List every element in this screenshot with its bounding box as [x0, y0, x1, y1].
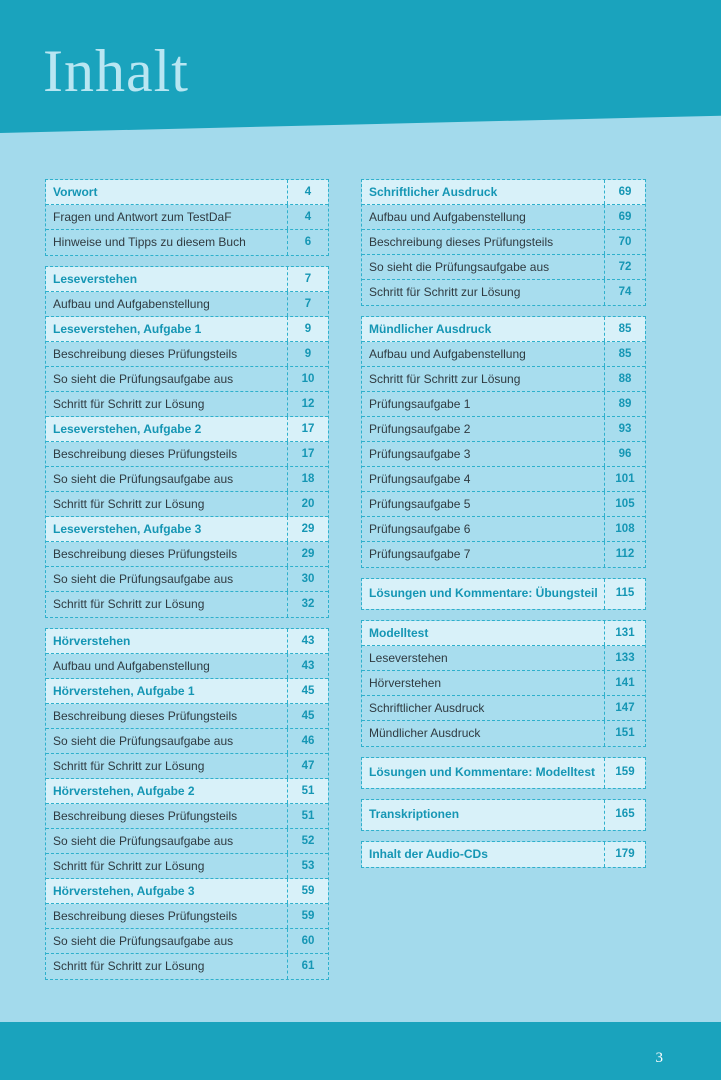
toc-heading-row[interactable]	[46, 317, 328, 342]
toc-page-number: 12	[287, 392, 328, 416]
toc-entry-row[interactable]	[362, 492, 645, 517]
toc-heading-label: Mündlicher Ausdruck	[369, 322, 492, 336]
toc-entry-row[interactable]	[46, 654, 328, 679]
toc-page-number: 4	[287, 205, 328, 229]
toc-page-number: 20	[287, 492, 328, 516]
toc-heading-label: Leseverstehen, Aufgabe 3	[53, 522, 202, 536]
toc-entry-row[interactable]	[362, 696, 645, 721]
toc-page-number: 18	[287, 467, 328, 491]
page-number: 3	[655, 1050, 663, 1066]
toc-page-number: 141	[604, 671, 645, 695]
toc-page-number: 115	[604, 579, 645, 609]
toc-heading-row[interactable]	[46, 779, 328, 804]
toc-page-number: 6	[287, 230, 328, 255]
toc-section	[45, 179, 329, 256]
toc-entry-row[interactable]	[46, 904, 328, 929]
toc-page-number: 29	[287, 542, 328, 566]
toc-entry-label: Beschreibung dieses Prüfungsteils	[53, 347, 238, 361]
toc-entry-label: So sieht die Prüfungsaufgabe aus	[53, 734, 234, 748]
toc-page-number: 32	[287, 592, 328, 617]
footer-band	[0, 1022, 721, 1080]
toc-entry-row[interactable]	[362, 542, 645, 567]
toc-entry-label: Aufbau und Aufgabenstellung	[53, 659, 210, 673]
toc-page-number: 52	[287, 829, 328, 853]
toc-page-number: 43	[287, 654, 328, 678]
toc-entry-row[interactable]	[362, 367, 645, 392]
toc-entry-label: Prüfungsaufgabe 6	[369, 522, 471, 536]
toc-entry-label: Schritt für Schritt zur Lösung	[53, 759, 205, 773]
toc-entry-row[interactable]	[46, 392, 328, 417]
toc-entry-label: Schritt für Schritt zur Lösung	[53, 497, 205, 511]
toc-entry-label: So sieht die Prüfungsaufgabe aus	[53, 372, 234, 386]
toc-heading-label: Hörverstehen, Aufgabe 3	[53, 884, 195, 898]
toc-entry-label: Hinweise und Tipps zu diesem Buch	[53, 235, 246, 249]
toc-page-number: 53	[287, 854, 328, 878]
toc-page-number: 159	[604, 758, 645, 788]
toc-heading-label: Hörverstehen, Aufgabe 1	[53, 684, 195, 698]
toc-entry-row[interactable]	[46, 230, 328, 255]
toc-entry-label: Aufbau und Aufgabenstellung	[53, 297, 210, 311]
toc-entry-row[interactable]	[46, 567, 328, 592]
toc-page-number: 69	[604, 205, 645, 229]
toc-heading-row[interactable]	[362, 621, 645, 646]
toc-page-number: 7	[287, 267, 328, 291]
toc-page-number: 89	[604, 392, 645, 416]
toc-entry-row[interactable]	[46, 754, 328, 779]
toc-column-right	[361, 179, 646, 878]
toc-section	[361, 757, 646, 789]
toc-heading-row[interactable]	[362, 800, 645, 830]
toc-entry-label: Hörverstehen	[369, 676, 442, 690]
toc-heading-label: Inhalt der Audio-CDs	[369, 847, 488, 861]
toc-heading-row[interactable]	[362, 579, 645, 609]
toc-entry-label: So sieht die Prüfungsaufgabe aus	[369, 260, 550, 274]
toc-section	[361, 620, 646, 747]
toc-heading-row[interactable]	[46, 517, 328, 542]
toc-entry-row[interactable]	[362, 205, 645, 230]
toc-page-number: 17	[287, 417, 328, 441]
toc-entry-row[interactable]	[46, 542, 328, 567]
toc-entry-label: Beschreibung dieses Prüfungsteils	[53, 809, 238, 823]
toc-entry-label: Leseverstehen	[369, 651, 448, 665]
toc-page-number: 88	[604, 367, 645, 391]
toc-heading-label: Schriftlicher Ausdruck	[369, 185, 498, 199]
toc-page-number: 101	[604, 467, 645, 491]
toc-heading-label: Modelltest	[369, 626, 429, 640]
toc-entry-row[interactable]	[46, 954, 328, 979]
toc-entry-label: Aufbau und Aufgabenstellung	[369, 210, 526, 224]
toc-entry-row[interactable]	[362, 671, 645, 696]
toc-heading-row[interactable]	[46, 180, 328, 205]
toc-entry-row[interactable]	[362, 646, 645, 671]
toc-page-number: 72	[604, 255, 645, 279]
toc-entry-label: Prüfungsaufgabe 7	[369, 547, 471, 561]
toc-page-number: 4	[287, 180, 328, 204]
toc-heading-label: Transkriptionen	[369, 807, 460, 821]
toc-entry-label: Prüfungsaufgabe 4	[369, 472, 471, 486]
toc-heading-label: Vorwort	[53, 185, 98, 199]
toc-section	[361, 841, 646, 868]
toc-section	[361, 316, 646, 568]
toc-entry-label: Aufbau und Aufgabenstellung	[369, 347, 526, 361]
toc-entry-label: Schritt für Schritt zur Lösung	[53, 959, 205, 973]
toc-entry-label: Prüfungsaufgabe 2	[369, 422, 471, 436]
toc-entry-label: So sieht die Prüfungsaufgabe aus	[53, 572, 234, 586]
toc-entry-row[interactable]	[46, 367, 328, 392]
toc-page-number: 60	[287, 929, 328, 953]
toc-entry-row[interactable]	[362, 417, 645, 442]
toc-entry-label: Beschreibung dieses Prüfungsteils	[53, 547, 238, 561]
toc-entry-row[interactable]	[362, 255, 645, 280]
toc-page-number: 108	[604, 517, 645, 541]
toc-page-number: 51	[287, 779, 328, 803]
toc-heading-row[interactable]	[362, 180, 645, 205]
toc-entry-row[interactable]	[46, 854, 328, 879]
toc-heading-row[interactable]	[46, 417, 328, 442]
toc-page-number: 112	[604, 542, 645, 567]
toc-page-number: 45	[287, 704, 328, 728]
toc-page-number: 69	[604, 180, 645, 204]
toc-heading-row[interactable]	[46, 679, 328, 704]
toc-page-number: 29	[287, 517, 328, 541]
toc-entry-row[interactable]	[362, 342, 645, 367]
toc-page-number: 61	[287, 954, 328, 979]
toc-entry-label: Schritt für Schritt zur Lösung	[369, 285, 521, 299]
toc-page-number: 59	[287, 879, 328, 903]
toc-entry-row[interactable]	[46, 205, 328, 230]
toc-page-number: 10	[287, 367, 328, 391]
toc-page-number: 105	[604, 492, 645, 516]
toc-page-number: 59	[287, 904, 328, 928]
toc-page-number: 96	[604, 442, 645, 466]
toc-page-number: 17	[287, 442, 328, 466]
toc-entry-row[interactable]	[46, 829, 328, 854]
toc-page-number: 45	[287, 679, 328, 703]
toc-heading-label: Leseverstehen, Aufgabe 1	[53, 322, 202, 336]
toc-entry-label: Schritt für Schritt zur Lösung	[53, 859, 205, 873]
toc-page-number: 85	[604, 342, 645, 366]
toc-section	[361, 799, 646, 831]
toc-entry-label: Prüfungsaufgabe 1	[369, 397, 471, 411]
toc-entry-row[interactable]	[362, 721, 645, 746]
toc-page-number: 7	[287, 292, 328, 316]
toc-entry-row[interactable]	[46, 292, 328, 317]
toc-page-number: 133	[604, 646, 645, 670]
toc-entry-row[interactable]	[362, 467, 645, 492]
toc-heading-row[interactable]	[46, 879, 328, 904]
toc-entry-label: Beschreibung dieses Prüfungsteils	[53, 447, 238, 461]
toc-column-left	[45, 179, 329, 990]
toc-page-number: 9	[287, 317, 328, 341]
toc-page-number: 47	[287, 754, 328, 778]
toc-page-number: 9	[287, 342, 328, 366]
toc-entry-label: Schritt für Schritt zur Lösung	[53, 397, 205, 411]
toc-entry-row[interactable]	[46, 467, 328, 492]
toc-entry-label: Beschreibung dieses Prüfungsteils	[53, 709, 238, 723]
toc-heading-label: Lösungen und Kommentare: Modelltest	[369, 765, 596, 779]
toc-page-number: 74	[604, 280, 645, 305]
toc-heading-label: Hörverstehen, Aufgabe 2	[53, 784, 195, 798]
toc-page-number: 131	[604, 621, 645, 645]
toc-entry-row[interactable]	[362, 392, 645, 417]
toc-heading-label: Leseverstehen	[53, 272, 138, 286]
toc-page-number: 43	[287, 629, 328, 653]
toc-heading-row[interactable]	[362, 758, 645, 788]
toc-entry-label: So sieht die Prüfungsaufgabe aus	[53, 934, 234, 948]
toc-page-number: 30	[287, 567, 328, 591]
toc-section	[361, 578, 646, 610]
toc-section	[45, 266, 329, 618]
toc-entry-label: Schriftlicher Ausdruck	[369, 701, 485, 715]
toc-page-number: 70	[604, 230, 645, 254]
toc-entry-label: Beschreibung dieses Prüfungsteils	[53, 909, 238, 923]
toc-entry-row[interactable]	[46, 342, 328, 367]
toc-entry-row[interactable]	[362, 230, 645, 255]
toc-section	[45, 628, 329, 980]
page-title: Inhalt	[43, 38, 189, 104]
toc-entry-row[interactable]	[362, 517, 645, 542]
toc-heading-label: Hörverstehen	[53, 634, 131, 648]
toc-entry-row[interactable]	[46, 492, 328, 517]
toc-page-number: 179	[604, 842, 645, 867]
toc-page-number: 51	[287, 804, 328, 828]
toc-page-number: 85	[604, 317, 645, 341]
toc-entry-label: Prüfungsaufgabe 5	[369, 497, 471, 511]
toc-page-number: 46	[287, 729, 328, 753]
toc-heading-label: Lösungen und Kommentare: Übungsteil	[369, 586, 598, 600]
toc-page-number: 147	[604, 696, 645, 720]
toc-heading-label: Leseverstehen, Aufgabe 2	[53, 422, 202, 436]
toc-page-number: 151	[604, 721, 645, 746]
toc-entry-row[interactable]	[362, 442, 645, 467]
toc-page-number: 93	[604, 417, 645, 441]
toc-page-number: 165	[604, 800, 645, 830]
toc-entry-label: So sieht die Prüfungsaufgabe aus	[53, 472, 234, 486]
toc-heading-row[interactable]	[362, 317, 645, 342]
toc-entry-row[interactable]	[46, 804, 328, 829]
toc-entry-label: Schritt für Schritt zur Lösung	[53, 597, 205, 611]
toc-entry-label: Fragen und Antwort zum TestDaF	[53, 210, 232, 224]
toc-heading-row[interactable]	[362, 842, 645, 867]
toc-entry-row[interactable]	[46, 929, 328, 954]
toc-entry-label: Mündlicher Ausdruck	[369, 726, 481, 740]
toc-heading-row[interactable]	[46, 267, 328, 292]
toc-entry-label: Prüfungsaufgabe 3	[369, 447, 471, 461]
toc-entry-row[interactable]	[46, 729, 328, 754]
toc-entry-row[interactable]	[46, 442, 328, 467]
toc-entry-row[interactable]	[362, 280, 645, 305]
toc-heading-row[interactable]	[46, 629, 328, 654]
toc-entry-row[interactable]	[46, 592, 328, 617]
toc-entry-label: Schritt für Schritt zur Lösung	[369, 372, 521, 386]
toc-entry-label: So sieht die Prüfungsaufgabe aus	[53, 834, 234, 848]
toc-entry-row[interactable]	[46, 704, 328, 729]
toc-entry-label: Beschreibung dieses Prüfungsteils	[369, 235, 554, 249]
toc-section	[361, 179, 646, 306]
